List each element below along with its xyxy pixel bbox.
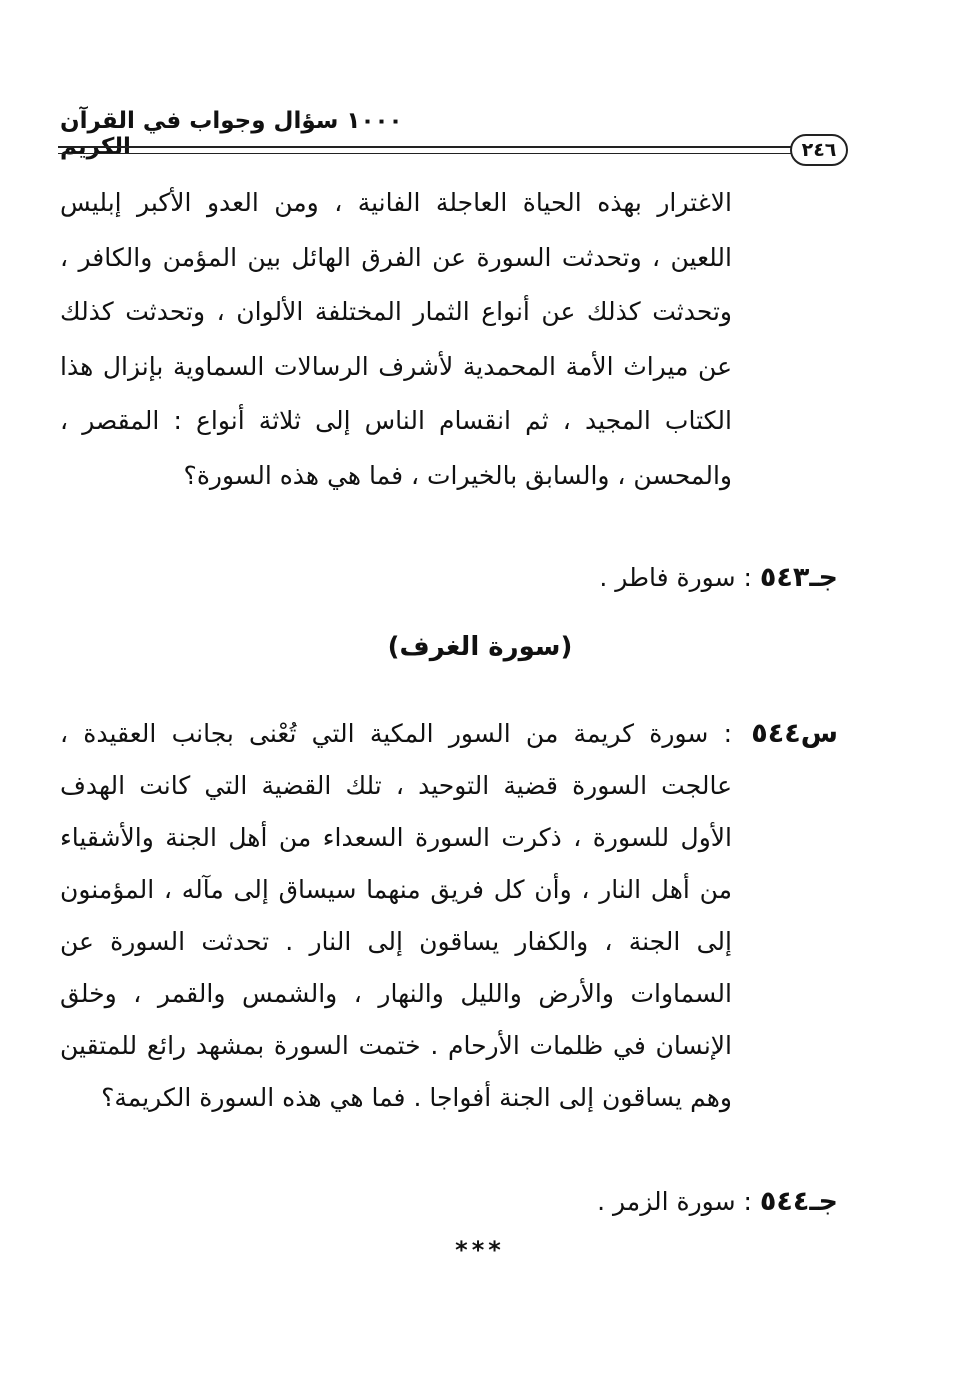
answer-544 [200, 1182, 838, 1222]
header-rule [58, 146, 792, 154]
answer-544-text: : سورة الزمر . [597, 1187, 752, 1216]
question-544-label: س٥٤٤ [751, 718, 838, 749]
answer-543-label: جـ٥٤٣ [759, 562, 838, 593]
section-separator: *** [455, 1236, 505, 1264]
section-heading: (سورة الغرف) [387, 632, 573, 662]
answer-543 [200, 558, 838, 598]
question-544-text: : سورة كريمة من السور المكية التي تُعْنى بجانب العقيدة ، عالجت السورة قضية التوحيد ، تلك القضية التي كانت الهدف الأول للسورة ، ذكرت السورة السعداء من أهل الجنة والأشقياء من أهل النار ، وأن كل فريق منهما سيساق إلى مآله ، المؤمنون إلى الجنة ، والكفار يساقون إلى النار . تحدثت السورة عن السماوات والأرض والليل والنهار ، والشمس والقمر ، وخلق الإنسان في ظلمات الأرحام . ختمت السورة بمشهد رائع للمتقين وهم يساقون إلى الجنة أفواجا . فما هي هذه السورة الكريمة؟ [60, 719, 732, 1112]
answer-544-label: جـ٥٤٤ [759, 1186, 838, 1217]
page-number: ٢٤٦ [790, 134, 848, 166]
question-543-continuation: الاغترار بهذه الحياة العاجلة الفانية ، ومن العدو الأكبر إبليس اللعين ، وتحدثت السورة عن الفرق الهائل بين المؤمن والكافر ، وتحدثت كذلك عن أنواع الثمار المختلفة الألوان ، وتحدثت كذلك عن ميراث الأمة المحمدية لأشرف الرسالات السماوية بإنزال هذا الكتاب المجيد ، ثم انقسام الناس إلى ثلاثة أنواع : المقصر ، والمحسن ، والسابق بالخيرات ، فما هي هذه السورة؟ [60, 188, 732, 490]
running-title: ١٠٠٠ سؤال وجواب في القرآن الكريم [60, 108, 403, 160]
answer-543-text: : سورة فاطر . [599, 563, 752, 592]
